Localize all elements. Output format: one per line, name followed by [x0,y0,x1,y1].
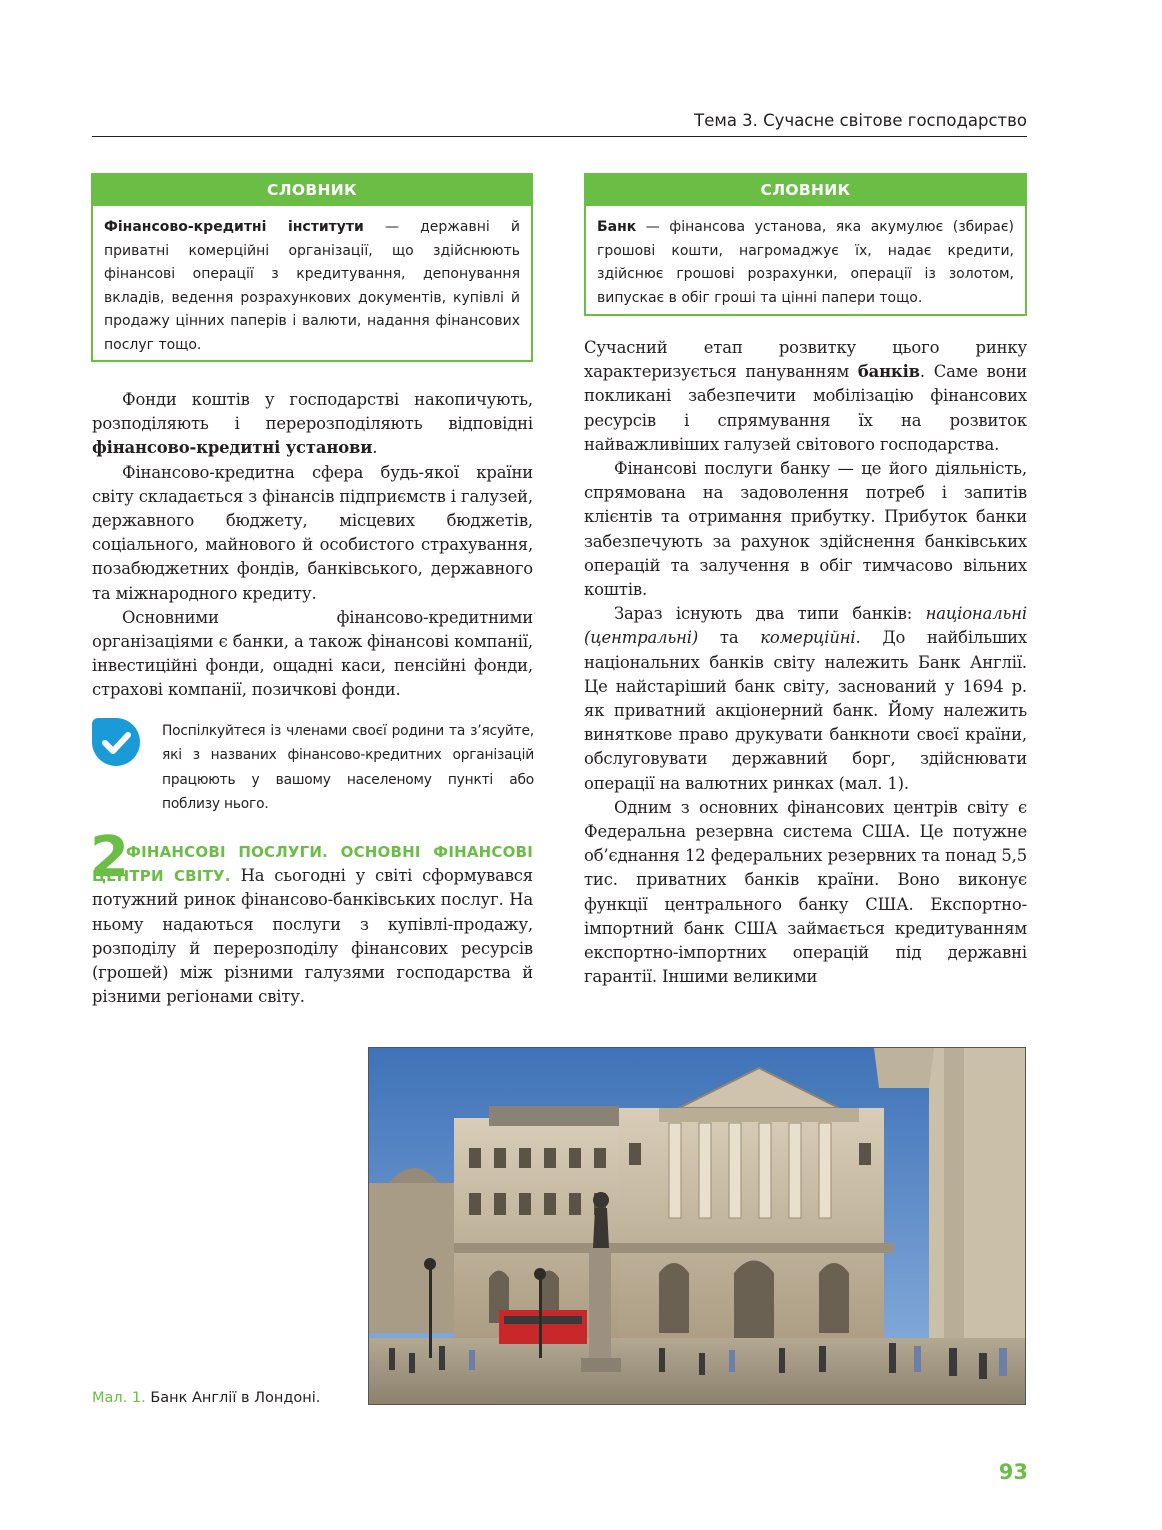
glossary-box-left [91,173,533,362]
glossary-definition: Фінансово-кредитні інститути — державні й приватні комерційні організації, що здійснюють фінансові операції з кредитування, депонування вкладів, ведення розрахункових документів, купівлі й продажу цінних паперів і валюти, надання фінансових послуг тощо. [104,219,520,353]
glossary-definition: Банк — фінансова установа, яка акумулює (збирає) грошові кошти, нагромаджує їх, надає кредити, здійснює грошові розрахунки, операції із золотом, випускає в обіг гроші та цінні папери тощо. [597,219,1014,306]
right-column-text [584,336,1027,989]
figure-label: Мал. 1. [92,1390,146,1406]
paragraph: Фонди коштів у господарстві накопичують, розподіляють і перерозподіляють відповідні фінансово-кредитні установи. [92,390,533,458]
paragraph: Фінансово-кредитна сфера будь-якої країни світу складається з фінансів підприємств і галузей, державного бюджету, місцевих бюджетів, соціального, майнового й особистого страхування, позабюджетних фондів, банківського, державного та міжнародного кредиту. [92,462,533,603]
glossary-term: Банк [597,219,637,235]
paragraph: Одним з основних фінансових центрів світу є Федеральна резервна система США. Це потужне об’єднання 12 федеральних резервних та понад 5,5 тис. приватних банків країни. Воно виконує функції центрального банку США. Експортно-імпортний банк США займається кредитуванням експортно-імпортних операцій під державні гарантії. Іншими великими [584,797,1027,987]
bank-of-england-photo [368,1047,1026,1405]
checkmark-icon [92,718,140,766]
paragraph: Зараз існують два типи банків: національні (центральні) та комерційні. До найбільших національних банків світу належить Банк Англії. Це найстаріший банк світу, заснований у 1694 р. як приватний акціонерний банк. Йому належить виняткове право друкувати банкноти своєї країни, обслуговувати державний борг, здійснювати операції на валютних ринках (мал. 1). [584,604,1027,793]
left-column-text [92,388,533,703]
page-number: 93 [998,1460,1028,1484]
tip-text: Поспілкуйтеся із членами своєї родини та з’ясуйте, які з названих фінансово-кредитних організацій працюють у вашому населеному пункті або поблизу нього. [162,723,534,812]
glossary-box-right [584,173,1027,316]
glossary-heading: СЛОВНИК [586,175,1025,206]
section-number: 2 [90,825,129,890]
figure-caption: Мал. 1. Банк Англії в Лондоні. [92,1390,321,1406]
paragraph: Фінансові послуги банку — це його діяльність, спрямована на задоволення потреб і запитів клієнтів та отримання прибутку. Прибуток банки забезпечують за рахунок здійснення банківських операцій та залучення в обіг тимчасово вільних коштів. [584,459,1027,600]
glossary-heading: СЛОВНИК [93,175,531,206]
glossary-term: Фінансово-кредитні інститути [104,219,364,235]
section-title: ФІНАНСОВІ ПОСЛУГИ. ОСНОВНІ ФІНАНСОВІ ЦЕНТРИ СВІТУ. [92,843,533,886]
section-2-text: ФІНАНСОВІ ПОСЛУГИ. ОСНОВНІ ФІНАНСОВІ ЦЕНТРИ СВІТУ. На сьогодні у світі сформувався потужний ринок фінансово-банківських послуг. На ньому надаються послуги з купівлі-продажу, розподілу й перерозподілу фінансових ресурсів (грошей) між різними галузями господарства й різними регіонами світу. [92,843,533,1007]
paragraph: Сучасний етап розвитку цього ринку характеризується пануванням банків. Саме вони покликані забезпечити мобілізацію фінансових ресурсів і спрямування їх на розвиток найважливіших галузей світового господарства. [584,338,1028,454]
paragraph: Основними фінансово-кредитними організаціями є банки, а також фінансові компанії, інвестиційні фонди, ощадні каси, пенсійні фонди, страхові компанії, позичкові фонди. [92,607,533,700]
running-header: Тема 3. Сучасне світове господарство [92,107,1027,137]
